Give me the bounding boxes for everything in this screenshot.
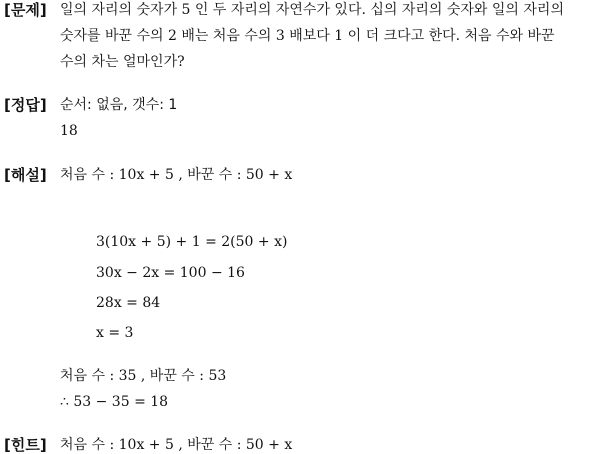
equation-4: x = 3 [96, 325, 134, 341]
solution-result: 처음 수 : 35 , 바꾼 수 : 53 [60, 368, 227, 384]
answer-meta: 순서: 없음, 갯수: 1 [60, 97, 178, 113]
answer-tag: [정답] [4, 96, 47, 114]
problem-tag: [문제] [4, 1, 47, 19]
solution-tag: [해설] [4, 166, 47, 184]
problem-line-1: 일의 자리의 숫자가 5 인 두 자리의 자연수가 있다. 십의 자리의 숫자와 일의 자리의 [60, 2, 564, 18]
solution-conclusion: ∴ 53 − 35 = 18 [60, 394, 169, 410]
answer-value: 18 [60, 123, 78, 139]
problem-line-2: 숫자를 바꾼 수의 2 배는 처음 수의 3 배보다 1 이 더 크다고 한다. 처음 수와 바꾼 [60, 28, 555, 44]
problem-line-3: 수의 차는 얼마인가? [60, 54, 185, 70]
equation-2: 30x − 2x = 100 − 16 [96, 265, 245, 281]
hint-tag: [힌트] [4, 436, 47, 454]
hint-text: 처음 수 : 10x + 5 , 바꾼 수 : 50 + x [60, 437, 293, 453]
solution-intro: 처음 수 : 10x + 5 , 바꾼 수 : 50 + x [60, 167, 293, 183]
equation-3: 28x = 84 [96, 295, 161, 311]
equation-1: 3(10x + 5) + 1 = 2(50 + x) [96, 234, 288, 250]
